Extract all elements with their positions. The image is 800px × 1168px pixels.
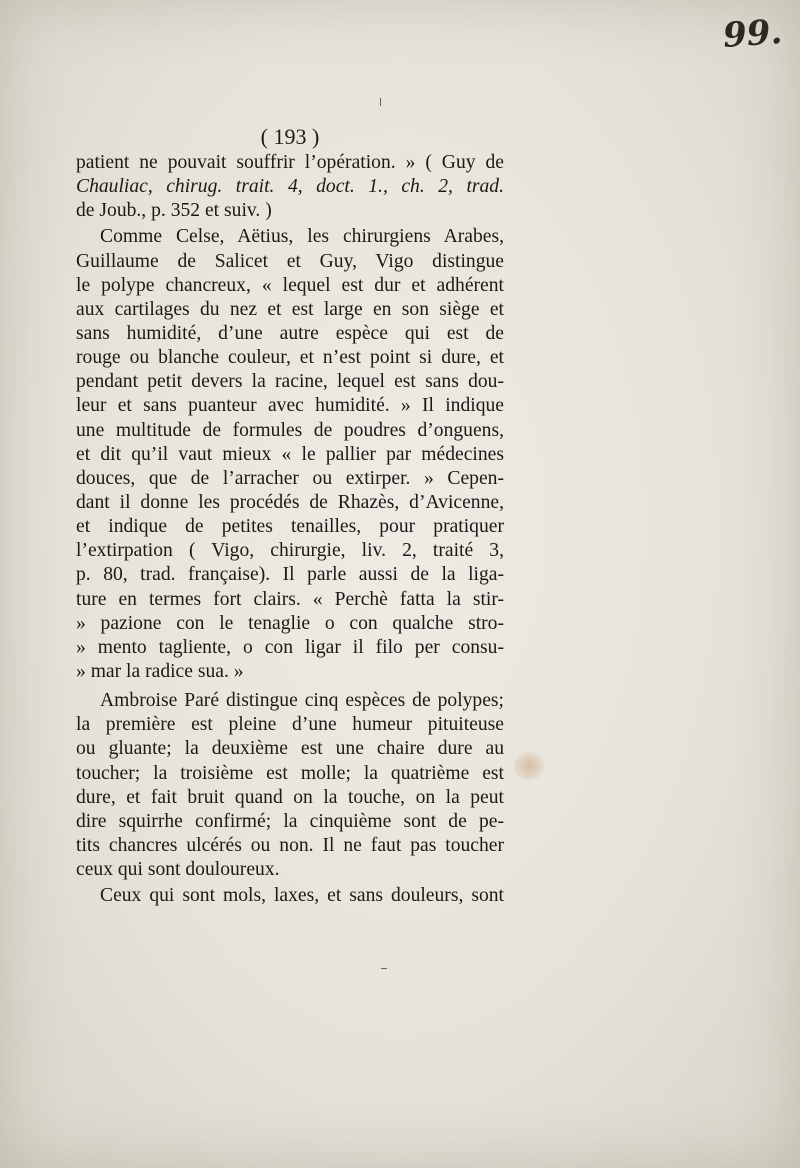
text-line: ou gluante; la deuxième est une chaire dure au [76, 738, 504, 760]
text-line: ceux qui sont douloureux. [76, 859, 280, 881]
text-line: une multitude de formules de poudres d’onguens, [76, 419, 504, 441]
text-line: » mento tagliente, o con ligar il filo per consu- [76, 636, 504, 658]
text-line: dire squirrhe confirmé; la cinquième sont de pe- [76, 810, 504, 832]
text-line: Ambroise Paré distingue cinq espèces de polypes; [100, 690, 504, 712]
text-line: la première est pleine d’une humeur pituiteuse [76, 714, 504, 736]
text-line: sans humidité, d’une autre espèce qui est de [76, 322, 504, 344]
text-line: aux cartilages du nez et est large en son siège et [76, 298, 504, 320]
text-line: de Joub., p. 352 et suiv. ) [76, 200, 272, 222]
text-line: ture en termes fort clairs. « Perchè fatta la stir- [76, 588, 504, 610]
ink-mark [381, 968, 387, 969]
text-line: » mar la radice sua. » [76, 660, 244, 682]
text-line: pendant petit devers la racine, lequel est sans dou- [76, 371, 504, 393]
text-line: patient ne pouvait souffrir l’opération. » ( Guy de [76, 152, 504, 173]
text-line: et indique de petites tenailles, pour pratiquer [76, 516, 504, 538]
text-line: et dit qu’il vaut mieux « le pallier par médecines [76, 443, 504, 465]
text-line: leur et sans puanteur avec humidité. » Il indique [76, 395, 504, 417]
text-line: toucher; la troisième est molle; la quatrième est [76, 762, 504, 784]
text-line: dant il donne les procédés de Rhazès, d’Avicenne, [76, 491, 504, 513]
page-number: ( 193 ) [260, 124, 320, 149]
text-line: dure, et fait bruit quand on la touche, on la peut [76, 786, 504, 808]
text-line: tits chancres ulcérés ou non. Il ne faut pas toucher [76, 834, 504, 856]
paper-stain [514, 752, 544, 780]
handwritten-folio-number: 99. [721, 11, 784, 57]
text-line: le polype chancreux, « lequel est dur et adhérent [76, 274, 504, 296]
text-line: Chauliac, chirug. trait. 4, doct. 1., ch. 2, trad. [76, 176, 504, 198]
text-line: l’extirpation ( Vigo, chirurgie, liv. 2, traité 3, [76, 540, 504, 562]
text-line: Ceux qui sont mols, laxes, et sans douleurs, sont [100, 885, 504, 907]
text-line: Comme Celse, Aëtius, les chirurgiens Arabes, [100, 226, 504, 248]
body-text [76, 151, 504, 908]
text-line: » pazione con le tenaglie o con qualche stro- [76, 612, 504, 634]
text-line: rouge ou blanche couleur, et n’est point si dure, et [76, 347, 504, 369]
ink-mark [380, 98, 381, 106]
text-line: Guillaume de Salicet et Guy, Vigo distingue [76, 250, 504, 272]
text-line: p. 80, trad. française). Il parle aussi de la liga- [76, 564, 504, 586]
text-line: douces, que de l’arracher ou extirper. » Cepen- [76, 467, 504, 489]
